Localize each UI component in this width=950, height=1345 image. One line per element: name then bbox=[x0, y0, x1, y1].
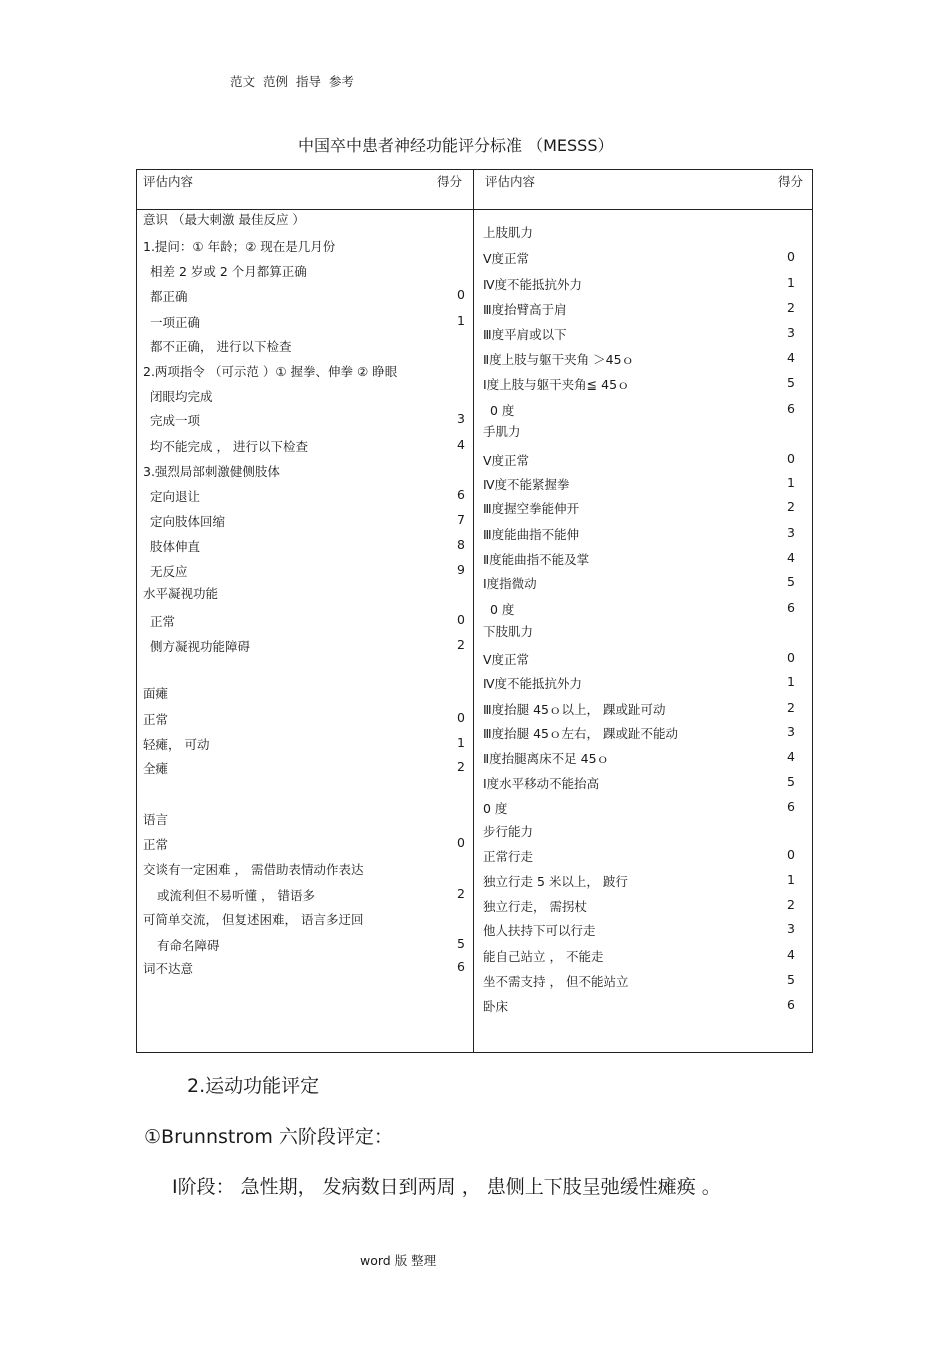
right-row-score: 4 bbox=[787, 749, 795, 764]
right-row-text: Ⅲ度能曲指不能伸 bbox=[483, 527, 580, 542]
left-row-text: 交谈有一定困难 ， 需借助表情动作表达 bbox=[143, 862, 364, 877]
left-row-text: 意识 （最大刺激 最佳反应 ） bbox=[143, 212, 305, 227]
right-row-score: 0 bbox=[787, 249, 795, 264]
right-row-score: 2 bbox=[787, 499, 795, 514]
left-row-text: 都正确 bbox=[150, 289, 188, 304]
left-row-score: 0 bbox=[457, 835, 465, 850]
right-row-text: 他人扶持下可以行走 bbox=[483, 923, 596, 938]
right-row-text: 能自己站立 ， 不能走 bbox=[483, 949, 604, 964]
right-row-score: 1 bbox=[787, 872, 795, 887]
left-row-text: 闭眼均完成 bbox=[150, 389, 213, 404]
right-row-text: 正常行走 bbox=[483, 849, 534, 864]
right-row-score: 4 bbox=[787, 350, 795, 365]
right-row-score: 4 bbox=[787, 550, 795, 565]
right-row-text: 手肌力 bbox=[483, 424, 521, 439]
right-row-text: 下肢肌力 bbox=[483, 624, 534, 639]
right-row-text: Ⅱ度抬腿离床不足 45ｏ bbox=[483, 751, 610, 766]
left-row-text: 轻瘫， 可动 bbox=[143, 737, 210, 752]
right-row-text: Ⅰ度上肢与躯干夹角≦ 45ｏ bbox=[483, 377, 630, 392]
left-row-text: 可简单交流， 但复述困难， 语言多迂回 bbox=[143, 912, 364, 927]
right-row-score: 3 bbox=[787, 325, 795, 340]
left-row-score: 2 bbox=[457, 759, 465, 774]
right-row-text: Ⅲ度握空拳能伸开 bbox=[483, 501, 580, 516]
left-row-text: 水平凝视功能 bbox=[143, 586, 219, 601]
section-title: 2.运动功能评定 bbox=[187, 1075, 320, 1097]
subsection-title: ①Brunnstrom 六阶段评定： bbox=[144, 1126, 393, 1148]
right-row-score: 3 bbox=[787, 724, 795, 739]
left-row-score: 1 bbox=[457, 313, 465, 328]
left-row-text: 或流利但不易听懂 ， 错语多 bbox=[157, 888, 315, 903]
right-row-text: Ⅳ度不能紧握拳 bbox=[483, 477, 570, 492]
left-row-text: 语言 bbox=[143, 812, 169, 827]
right-row-score: 2 bbox=[787, 700, 795, 715]
right-row-score: 1 bbox=[787, 275, 795, 290]
left-row-score: 7 bbox=[457, 512, 465, 527]
right-row-score: 4 bbox=[787, 947, 795, 962]
left-row-text: 完成一项 bbox=[150, 413, 201, 428]
right-row-text: Ⅴ度正常 bbox=[483, 453, 530, 468]
right-row-text: Ⅰ度水平移动不能抬高 bbox=[483, 776, 600, 791]
left-row-score: 2 bbox=[457, 637, 465, 652]
document-title: 中国卒中患者神经功能评分标准 （MESSS） bbox=[298, 136, 614, 155]
right-row-score: 3 bbox=[787, 525, 795, 540]
left-row-score: 0 bbox=[457, 612, 465, 627]
right-row-score: 6 bbox=[787, 799, 795, 814]
right-row-score: 2 bbox=[787, 897, 795, 912]
right-row-text: Ⅰ度指微动 bbox=[483, 576, 537, 591]
left-row-text: 相差 2 岁或 2 个月都算正确 bbox=[150, 264, 307, 279]
left-row-text: 都不正确， 进行以下检查 bbox=[150, 339, 292, 354]
right-row-score: 6 bbox=[787, 600, 795, 615]
right-row-score: 0 bbox=[787, 847, 795, 862]
left-row-text: 正常 bbox=[143, 712, 169, 727]
right-row-text: Ⅳ度不能抵抗外力 bbox=[483, 277, 583, 292]
left-row-score: 6 bbox=[457, 959, 465, 974]
right-row-score: 3 bbox=[787, 921, 795, 936]
left-row-text: 全瘫 bbox=[143, 761, 169, 776]
right-header-content: 评估内容 bbox=[485, 174, 536, 189]
right-row-text: 0 度 bbox=[490, 602, 515, 617]
right-row-text: Ⅱ度能曲指不能及掌 bbox=[483, 552, 590, 567]
left-row-text: 侧方凝视功能障碍 bbox=[150, 639, 251, 654]
left-row-text: 一项正确 bbox=[150, 315, 201, 330]
right-row-score: 6 bbox=[787, 401, 795, 416]
right-row-score: 5 bbox=[787, 972, 795, 987]
right-row-score: 1 bbox=[787, 674, 795, 689]
right-row-text: Ⅲ度抬腿 45ｏ以上， 踝或趾可动 bbox=[483, 702, 666, 717]
left-row-text: 词不达意 bbox=[143, 961, 194, 976]
right-row-text: Ⅲ度平肩或以下 bbox=[483, 327, 567, 342]
left-row-score: 5 bbox=[457, 936, 465, 951]
page-footer: word 版 整理 bbox=[360, 1253, 437, 1268]
right-row-text: 0 度 bbox=[483, 801, 508, 816]
left-row-text: 1.提问：① 年龄；② 现在是几月份 bbox=[143, 239, 336, 254]
right-row-text: Ⅴ度正常 bbox=[483, 251, 530, 266]
right-row-text: 0 度 bbox=[490, 403, 515, 418]
left-row-text: 有命名障碍 bbox=[157, 938, 220, 953]
right-row-text: Ⅳ度不能抵抗外力 bbox=[483, 676, 583, 691]
left-row-text: 2.两项指令 （可示范 ）① 握拳、伸拳 ② 睁眼 bbox=[143, 364, 398, 379]
left-row-text: 面瘫 bbox=[143, 686, 169, 701]
left-row-score: 6 bbox=[457, 487, 465, 502]
right-row-text: Ⅲ度抬腿 45ｏ左右， 踝或趾不能动 bbox=[483, 726, 678, 741]
right-row-text: 上肢肌力 bbox=[483, 225, 534, 240]
left-row-score: 3 bbox=[457, 411, 465, 426]
left-row-text: 正常 bbox=[150, 614, 176, 629]
left-row-text: 3.强烈局部刺激健侧肢体 bbox=[143, 464, 280, 479]
right-row-text: 独立行走 5 米以上， 跛行 bbox=[483, 874, 628, 889]
left-row-score: 0 bbox=[457, 710, 465, 725]
left-row-score: 9 bbox=[457, 562, 465, 577]
right-row-score: 0 bbox=[787, 650, 795, 665]
right-row-text: Ⅲ度抬臂高于肩 bbox=[483, 302, 567, 317]
right-row-score: 1 bbox=[787, 475, 795, 490]
right-row-score: 0 bbox=[787, 451, 795, 466]
page-header: 范文 范例 指导 参考 bbox=[230, 74, 354, 89]
right-row-score: 5 bbox=[787, 375, 795, 390]
right-row-text: 步行能力 bbox=[483, 824, 534, 839]
left-row-text: 肢体伸直 bbox=[150, 539, 201, 554]
right-row-score: 5 bbox=[787, 574, 795, 589]
left-header-content: 评估内容 bbox=[143, 174, 194, 189]
right-row-score: 5 bbox=[787, 774, 795, 789]
right-row-text: 坐不需支持 ， 但不能站立 bbox=[483, 974, 629, 989]
paragraph: Ⅰ阶段： 急性期， 发病数日到两周 ， 患侧上下肢呈弛缓性瘫痪 。 bbox=[172, 1176, 721, 1198]
left-row-score: 1 bbox=[457, 735, 465, 750]
right-row-score: 6 bbox=[787, 997, 795, 1012]
left-row-score: 2 bbox=[457, 886, 465, 901]
right-row-text: 独立行走， 需拐杖 bbox=[483, 899, 587, 914]
left-row-text: 均不能完成 ， 进行以下检查 bbox=[150, 439, 308, 454]
left-row-score: 4 bbox=[457, 437, 465, 452]
right-row-text: Ⅴ度正常 bbox=[483, 652, 530, 667]
right-row-text: Ⅱ度上肢与躯干夹角 ＞45ｏ bbox=[483, 352, 635, 367]
left-row-text: 定向肢体回缩 bbox=[150, 514, 226, 529]
left-row-score: 0 bbox=[457, 287, 465, 302]
left-header-score: 得分 bbox=[437, 174, 463, 189]
right-row-score: 2 bbox=[787, 300, 795, 315]
left-row-text: 定向退让 bbox=[150, 489, 201, 504]
right-row-text: 卧床 bbox=[483, 999, 509, 1014]
table-column-divider bbox=[473, 169, 474, 1053]
left-row-text: 正常 bbox=[143, 837, 169, 852]
left-row-score: 8 bbox=[457, 537, 465, 552]
left-row-text: 无反应 bbox=[150, 564, 188, 579]
right-header-score: 得分 bbox=[778, 174, 804, 189]
